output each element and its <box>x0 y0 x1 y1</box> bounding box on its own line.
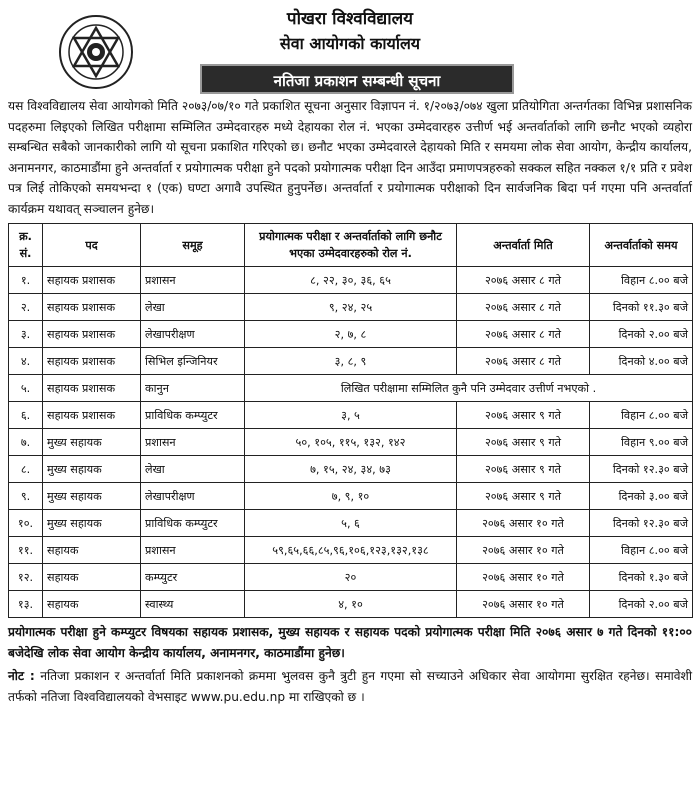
column-header: क्र. सं. <box>9 224 43 267</box>
interview-time-cell: दिनको ४.०० बजे <box>590 348 693 375</box>
post-cell: सहायक प्रशासक <box>43 402 141 429</box>
interview-time-cell: दिनको २.०० बजे <box>590 321 693 348</box>
table-row <box>9 375 693 402</box>
roll-numbers-cell: ८, २२, ३०, ३६, ६५ <box>245 267 457 294</box>
interview-date-cell: २०७६ असार १० गते <box>457 591 590 618</box>
interview-date-cell: २०७६ असार १० गते <box>457 537 590 564</box>
post-cell: सहायक प्रशासक <box>43 267 141 294</box>
post-cell: मुख्य सहायक <box>43 456 141 483</box>
interview-date-cell: २०७६ असार १० गते <box>457 510 590 537</box>
roll-numbers-cell: २, ७, ८ <box>245 321 457 348</box>
group-cell: प्रशासन <box>141 429 245 456</box>
table-row <box>9 591 693 618</box>
serial-cell: ७. <box>9 429 43 456</box>
serial-cell: ६. <box>9 402 43 429</box>
post-cell: मुख्य सहायक <box>43 510 141 537</box>
table-row <box>9 483 693 510</box>
table-row <box>9 402 693 429</box>
serial-cell: ११. <box>9 537 43 564</box>
serial-cell: ९. <box>9 483 43 510</box>
group-cell: सिभिल इन्जिनियर <box>141 348 245 375</box>
group-cell: लेखापरीक्षण <box>141 321 245 348</box>
roll-numbers-cell: २० <box>245 564 457 591</box>
interview-time-cell: विहान ९.०० बजे <box>590 429 693 456</box>
column-header: अन्तर्वार्ता मिति <box>457 224 590 267</box>
interview-date-cell: २०७६ असार ८ गते <box>457 294 590 321</box>
practical-exam-notice: प्रयोगात्मक परीक्षा हुने कम्प्युटर विषयका सहायक प्रशासक, मुख्य सहायक र सहायक पदको प्रयोगात्मक परीक्षा मिति २०७६ असार ७ गते दिनको ११:०० बजेदेखि लोक सेवा आयोग केन्द्रीय कार्यालय, अनामनगर, काठमाडौंमा हुनेछ। <box>8 625 692 660</box>
roll-numbers-cell: ३, ८, ९ <box>245 348 457 375</box>
serial-cell: १०. <box>9 510 43 537</box>
results-table <box>8 223 693 618</box>
serial-cell: १. <box>9 267 43 294</box>
serial-cell: ८. <box>9 456 43 483</box>
interview-time-cell: दिनको १.३० बजे <box>590 564 693 591</box>
interview-time-cell: विहान ८.०० बजे <box>590 267 693 294</box>
column-header: अन्तर्वार्ताको समय <box>590 224 693 267</box>
group-cell: प्रशासन <box>141 537 245 564</box>
interview-time-cell: दिनको ३.०० बजे <box>590 483 693 510</box>
roll-numbers-cell: ७, १५, २४, ३४, ७३ <box>245 456 457 483</box>
post-cell: सहायक <box>43 564 141 591</box>
column-header: समूह <box>141 224 245 267</box>
table-row <box>9 348 693 375</box>
interview-date-cell: २०७६ असार ९ गते <box>457 429 590 456</box>
note-label: नोट : <box>8 669 35 683</box>
roll-numbers-cell: ४, १० <box>245 591 457 618</box>
table-row <box>9 564 693 591</box>
post-cell: सहायक <box>43 591 141 618</box>
interview-date-cell: २०७६ असार ९ गते <box>457 402 590 429</box>
interview-date-cell: २०७६ असार ८ गते <box>457 348 590 375</box>
post-cell: सहायक <box>43 537 141 564</box>
interview-date-cell: २०७६ असार ९ गते <box>457 483 590 510</box>
table-row <box>9 537 693 564</box>
table-row <box>9 429 693 456</box>
interview-time-cell: दिनको २.०० बजे <box>590 591 693 618</box>
interview-time-cell: दिनको १२.३० बजे <box>590 456 693 483</box>
serial-cell: १३. <box>9 591 43 618</box>
serial-cell: ३. <box>9 321 43 348</box>
group-cell: कम्प्युटर <box>141 564 245 591</box>
group-cell: प्राविधिक कम्प्युटर <box>141 402 245 429</box>
serial-cell: १२. <box>9 564 43 591</box>
group-cell: कानुन <box>141 375 245 402</box>
roll-numbers-cell: ५०, १०५, ११५, १३२, १४२ <box>245 429 457 456</box>
group-cell: लेखा <box>141 294 245 321</box>
post-cell: सहायक प्रशासक <box>43 348 141 375</box>
roll-numbers-cell: ५९,६५,६६,८५,९६,१०६,१२३,१३२,१३८ <box>245 537 457 564</box>
roll-numbers-cell: ३, ५ <box>245 402 457 429</box>
interview-date-cell: २०७६ असार ९ गते <box>457 456 590 483</box>
serial-cell: ५. <box>9 375 43 402</box>
interview-time-cell: दिनको १२.३० बजे <box>590 510 693 537</box>
roll-numbers-cell: ५, ६ <box>245 510 457 537</box>
note-text: नतिजा प्रकाशन र अन्तर्वार्ता मिति प्रकाशनको क्रममा भुलवस कुनै त्रुटी हुन गएमा सो सच्याउने अधिकार सेवा आयोगमा सुरक्षित रहनेछ। समावेशी तर्फको नतिजा विश्वविद्यालयको वेभसाइट www.pu.edu.np मा राखिएको छ । <box>8 669 692 704</box>
group-cell: स्वास्थ्य <box>141 591 245 618</box>
interview-date-cell: २०७६ असार १० गते <box>457 564 590 591</box>
table-row <box>9 294 693 321</box>
interview-time-cell: दिनको ११.३० बजे <box>590 294 693 321</box>
table-row <box>9 321 693 348</box>
office-name: सेवा आयोगको कार्यालय <box>279 34 421 53</box>
column-header: प्रयोगात्मक परीक्षा र अन्तर्वार्ताको लागि छनौट भएका उम्मेदवारहरुको रोल नं. <box>245 224 457 267</box>
interview-time-cell: विहान ८.०० बजे <box>590 402 693 429</box>
post-cell: मुख्य सहायक <box>43 483 141 510</box>
group-cell: लेखापरीक्षण <box>141 483 245 510</box>
table-header-row <box>9 224 693 267</box>
university-name: पोखरा विश्वविद्यालय <box>286 9 414 29</box>
serial-cell: २. <box>9 294 43 321</box>
group-cell: प्रशासन <box>141 267 245 294</box>
post-cell: सहायक प्रशासक <box>43 294 141 321</box>
table-row <box>9 267 693 294</box>
intro-paragraph: यस विश्वविद्यालय सेवा आयोगको मिति २०७३/०७/१० गते प्रकाशित सूचना अनुसार विज्ञापन नं. १/२०७३/०७४ खुला प्रतियोगिता अन्तर्गतका विभिन्न प्रशासनिक पदहरुमा लिइएको लिखित परीक्षामा सम्मिलित उम्मेदवारहरु मध्ये देहायका रोल नं. भएका उम्मेदवारहरु उत्तीर्ण भई अन्तर्वार्ताको लागि छनौट भएको व्यहोरा सम्बन्धित सबैको जानकारीको लागि यो सूचना प्रकाशित गरिएको छ। छनौट भएका उम्मेदवारले देहायको मिति र समयमा लोक सेवा आयोग, केन्द्रीय कार्यालय, अनामनगर, काठमाडौंमा हुने अन्तर्वार्ता र प्रयोगात्मक परीक्षा हुने पदको प्रयोगात्मक परीक्षा दिन आउँदा प्रमाणपत्रहरुको सक्कल सहित नक्कल १/१ प्रति र प्रवेश पत्र लिई तोकिएको समयभन्दा १ (एक) घण्टा अगावै उपस्थित हुनुपर्नेछ। अन्तर्वार्ता र प्रयोगात्मक परीक्षाको दिन सार्वजनिक बिदा पर्न गएमा पनि अन्तर्वार्ता कार्यक्रम यथावत् सञ्चालन हुनेछ। <box>8 99 692 216</box>
serial-cell: ४. <box>9 348 43 375</box>
group-cell: प्राविधिक कम्प्युटर <box>141 510 245 537</box>
roll-numbers-cell: ७, ९, १० <box>245 483 457 510</box>
interview-time-cell: विहान ८.०० बजे <box>590 537 693 564</box>
interview-date-cell: २०७६ असार ८ गते <box>457 267 590 294</box>
header <box>8 0 692 96</box>
table-row <box>9 456 693 483</box>
post-cell: सहायक प्रशासक <box>43 321 141 348</box>
roll-numbers-cell: ९, २४, २५ <box>245 294 457 321</box>
group-cell: लेखा <box>141 456 245 483</box>
note-paragraph <box>8 666 692 707</box>
table-row <box>9 510 693 537</box>
post-cell: सहायक प्रशासक <box>43 375 141 402</box>
interview-date-cell: २०७६ असार ८ गते <box>457 321 590 348</box>
column-header: पद <box>43 224 141 267</box>
notice-title-banner: नतिजा प्रकाशन सम्बन्धी सूचना <box>200 64 514 94</box>
post-cell: मुख्य सहायक <box>43 429 141 456</box>
no-candidate-passed-note: लिखित परीक्षामा सम्मिलित कुनै पनि उम्मेदवार उत्तीर्ण नभएको . <box>245 375 693 402</box>
